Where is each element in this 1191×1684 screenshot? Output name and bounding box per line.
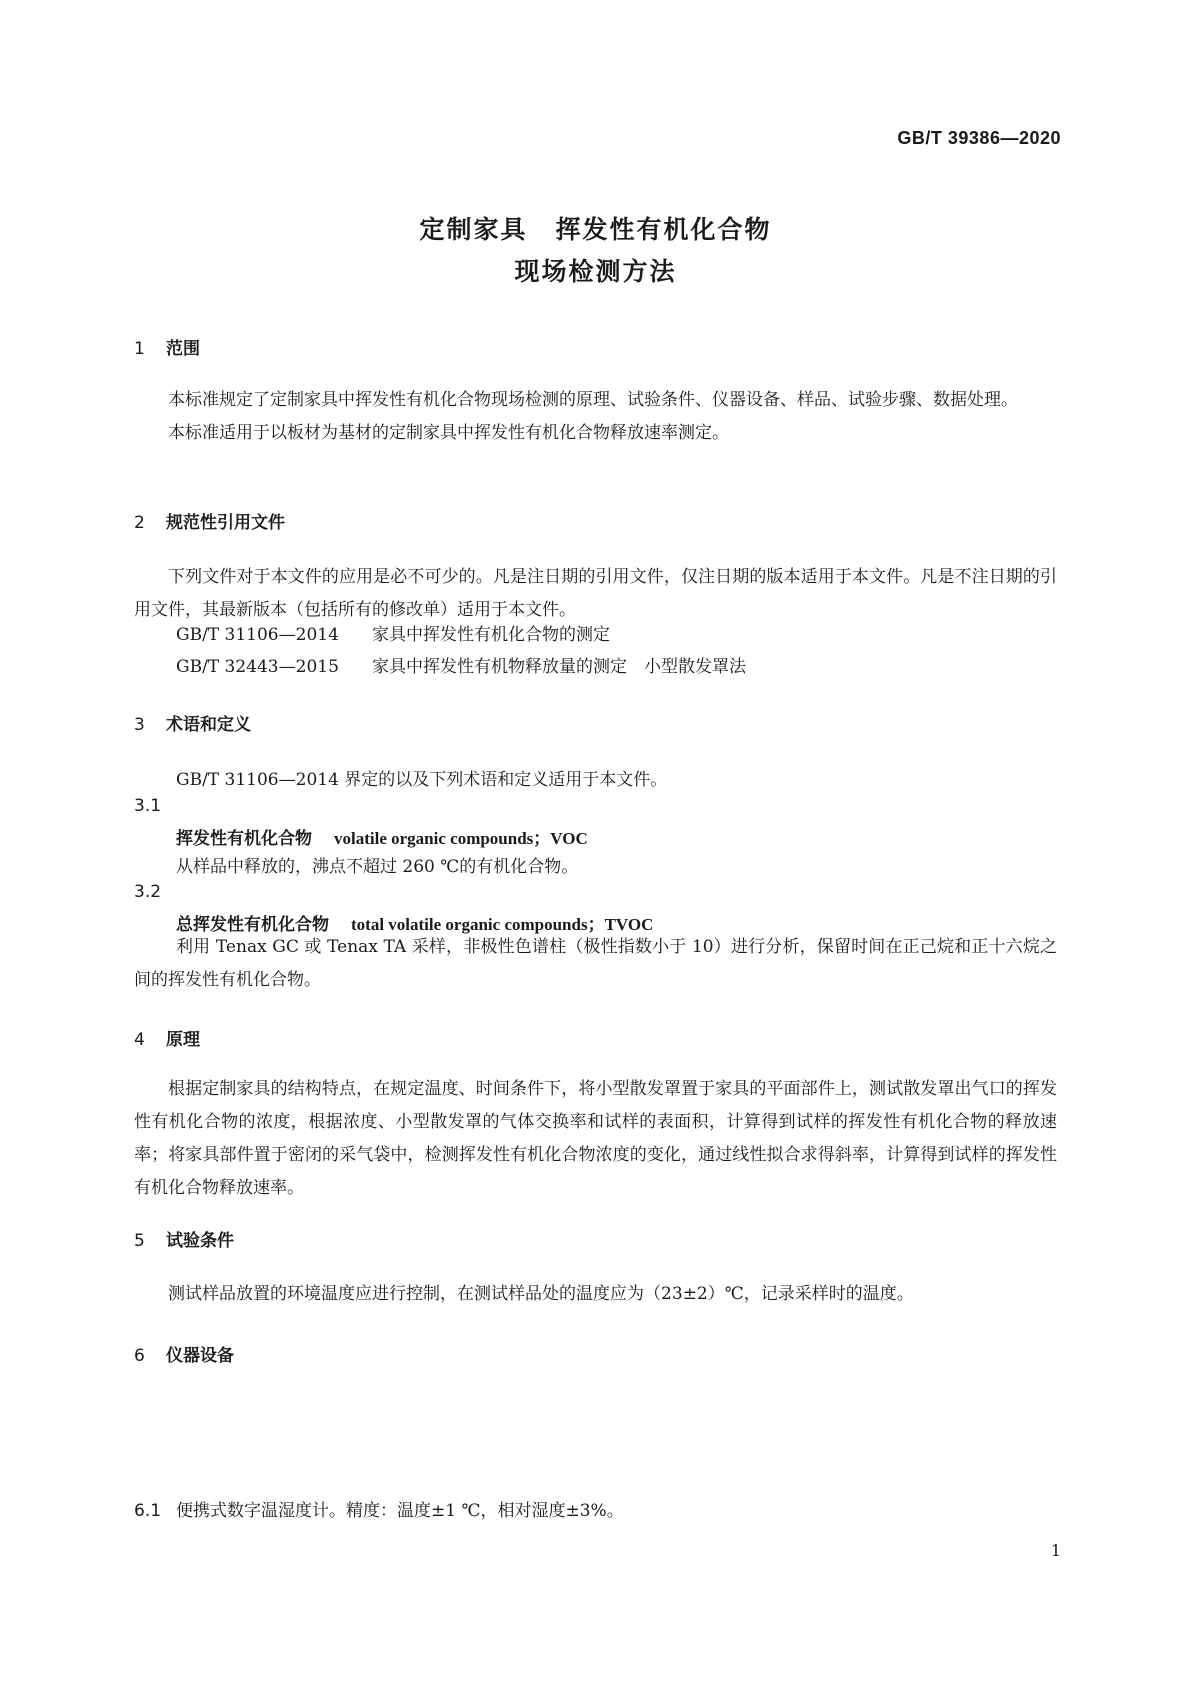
section-title: 规范性引用文件 (166, 513, 285, 533)
section-title: 原理 (166, 1030, 200, 1050)
reference-code: GB/T 31106—2014 (176, 625, 339, 645)
reference-code: GB/T 32443—2015 (176, 657, 339, 677)
section-number: 6 (134, 1346, 145, 1366)
section-title: 仪器设备 (166, 1346, 234, 1366)
section-title: 范围 (166, 339, 200, 359)
section-3-heading (134, 710, 251, 735)
normative-reference (176, 652, 746, 677)
title-line-2: 现场检测方法 (514, 257, 677, 286)
paragraph: 本标准适用于以板材为基材的定制家具中挥发性有机化合物释放速率测定。 (168, 423, 729, 443)
section-6-heading (134, 1341, 234, 1366)
page-number: 1 (1050, 1541, 1061, 1560)
reference-title: 家具中挥发性有机物释放量的测定 小型散发罩法 (372, 657, 746, 677)
reference-title: 家具中挥发性有机化合物的测定 (372, 625, 610, 645)
normative-reference (176, 620, 610, 645)
term-en: total volatile organic compounds；TVOC (351, 915, 654, 934)
term-3-1 (176, 824, 588, 849)
term-definition: 从样品中释放的，沸点不超过 260 ℃的有机化合物。 (176, 857, 579, 877)
term-number: 3.1 (134, 796, 162, 816)
section-5-body (134, 1278, 1057, 1311)
section-3-intro: GB/T 31106—2014 界定的以及下列术语和定义适用于本文件。 (176, 770, 668, 790)
section-1-body (134, 384, 1057, 450)
clause-text: 便携式数字温湿度计。精度：温度±1 ℃，相对湿度±3%。 (176, 1501, 624, 1521)
section-number: 4 (134, 1030, 145, 1050)
paragraph: 根据定制家具的结构特点，在规定温度、时间条件下，将小型散发罩置于家具的平面部件上，测试散发罩出气口的挥发性有机化合物的浓度，根据浓度、小型散发罩的气体交换率和试样的表面积，计算得到试样的挥发性有机化合物的释放速率；将家具部件置于密闭的采气袋中，检测挥发性有机化合物浓度的变化，通过线性拟合求得斜率，计算得到试样的挥发性有机化合物释放速率。 (134, 1079, 1057, 1198)
standard-code: GB/T 39386—2020 (897, 128, 1061, 148)
term-zh: 总挥发性有机化合物 (176, 915, 329, 935)
section-number: 3 (134, 715, 145, 735)
paragraph: 本标准规定了定制家具中挥发性有机化合物现场检测的原理、试验条件、仪器设备、样品、试验步骤、数据处理。 (168, 390, 1018, 410)
title-part-a: 定制家具 (419, 215, 528, 244)
section-number: 2 (134, 513, 145, 533)
term-zh: 挥发性有机化合物 (176, 829, 312, 849)
section-number: 1 (134, 339, 145, 359)
section-title: 试验条件 (166, 1231, 234, 1251)
paragraph: 测试样品放置的环境温度应进行控制，在测试样品处的温度应为（23±2）℃，记录采样时的温度。 (168, 1284, 914, 1304)
section-2-heading (134, 508, 285, 533)
section-4-body (134, 1073, 1057, 1205)
section-number: 5 (134, 1231, 145, 1251)
title-part-b: 挥发性有机化合物 (555, 215, 772, 244)
title-line-1 (0, 210, 1191, 246)
term-en: volatile organic compounds；VOC (334, 829, 588, 848)
section-1-heading (134, 334, 200, 359)
section-2-body (134, 561, 1057, 627)
term-number: 3.2 (134, 882, 162, 902)
clause-6-1 (134, 1496, 624, 1521)
section-4-heading (134, 1025, 200, 1050)
term-definition-block (134, 931, 1057, 997)
clause-number: 6.1 (134, 1501, 162, 1521)
paragraph: 下列文件对于本文件的应用是必不可少的。凡是注日期的引用文件，仅注日期的版本适用于本文件。凡是不注日期的引用文件，其最新版本（包括所有的修改单）适用于本文件。 (134, 567, 1057, 620)
section-5-heading (134, 1226, 234, 1251)
section-title: 术语和定义 (166, 715, 251, 735)
term-definition: 利用 Tenax GC 或 Tenax TA 采样，非极性色谱柱（极性指数小于 10）进行分析，保留时间在正己烷和正十六烷之间的挥发性有机化合物。 (134, 937, 1057, 990)
